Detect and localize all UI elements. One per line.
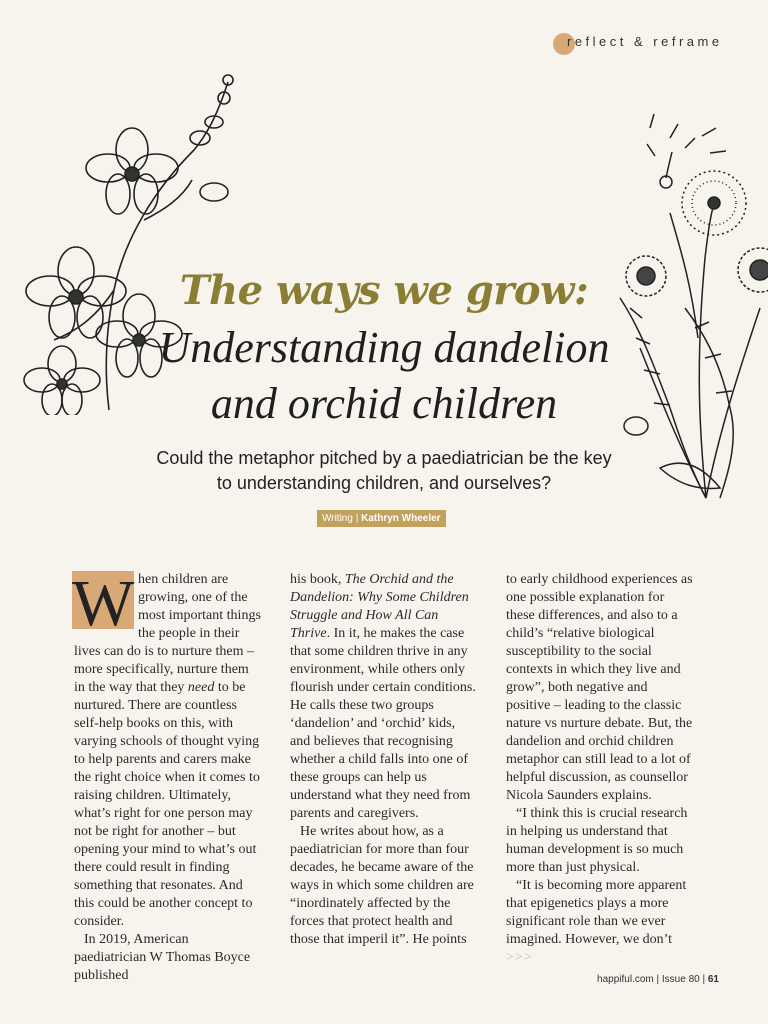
paragraph	[290, 571, 478, 823]
paragraph	[72, 567, 262, 931]
paragraph-text: “It is becoming more apparent that epigenetics plays a more significant role than we ever imagined. However, we don’t	[506, 878, 687, 947]
column-1	[72, 567, 262, 985]
page-footer: happiful.com | Issue 80 | 61	[597, 974, 719, 985]
emphasis: need	[187, 680, 215, 695]
page-number: 61	[707, 974, 719, 985]
title-line-2: Understanding dandelion	[158, 323, 610, 372]
article-body	[72, 567, 694, 985]
footer-site: happiful.com	[597, 974, 654, 985]
continue-arrows: >>>	[506, 950, 533, 965]
article-title	[0, 262, 768, 432]
title-line-3: and orchid children	[210, 379, 558, 428]
paragraph: He writes about how, as a paediatrician for more than four decades, he became aware of the ways in which some children are “inordinately affected by the forces that protect health and those that imperil it”. He points	[290, 824, 474, 947]
dandelion-seedhead	[682, 171, 746, 235]
paragraph: to early childhood experiences as one possible explanation for these differences, and also to a child’s “relative biological susceptibility to the social contexts in which they live and grow”, both negative and positive – leading to the classic nature vs nurture debate. But, the dandelion and orchid children metaphor can still lead to a lot of helpful discussion, as counsellor Nicola Saunders explains.	[506, 572, 693, 803]
paragraph-text: his book,	[290, 572, 345, 587]
byline-role: Writing	[322, 513, 353, 524]
orchid-flower	[86, 128, 178, 214]
standfirst	[120, 446, 648, 496]
drop-cap: W	[72, 567, 135, 640]
section-tag	[553, 34, 723, 49]
byline-author: Kathryn Wheeler	[361, 513, 441, 524]
paragraph: In 2019, American paediatrician W Thomas Boyce published	[74, 932, 251, 983]
column-2	[290, 571, 478, 985]
paragraph: “I think this is crucial research in helping us understand that human development is so much more than just physical.	[506, 806, 688, 875]
byline: Writing | Kathryn Wheeler	[317, 510, 446, 527]
column-3	[506, 571, 694, 985]
standfirst-line-2: to understanding children, and ourselves?	[216, 473, 552, 493]
paragraph	[506, 877, 694, 967]
footer-issue: Issue 80	[661, 974, 700, 985]
paragraph-text: hen children are growing, one of the most important things the people in their lives can do is to nurture them – more specifically, nurture them in the way that they	[74, 572, 261, 695]
section-label: reflect & reframe	[567, 34, 723, 49]
paragraph-text: . In it, he makes the case that some children thrive in any environment, while others only flourish under certain conditions. He calls these two groups ‘dandelion’ and ‘orchid’ kids, and believes that recognising whether a child falls into one of these groups can help us understand what they need from parents and caregivers.	[290, 626, 476, 821]
paragraph-text: to be nurtured. There are countless self-help books on this, with varying schools of thought vying to help parents and carers make the right choice when it comes to raising children. Ultimately, what’s right for one person may not be right for another – but opening your mind to what’s out there could result in finding something that resonates. And this could be another concept to consider.	[74, 680, 260, 929]
standfirst-line-1: Could the metaphor pitched by a paediatrician be the key	[156, 448, 612, 468]
book-title: The Orchid and the Dandelion: Why Some Children Struggle and How All Can Thrive	[290, 572, 469, 641]
title-line-1: The ways we grow:	[179, 267, 589, 314]
